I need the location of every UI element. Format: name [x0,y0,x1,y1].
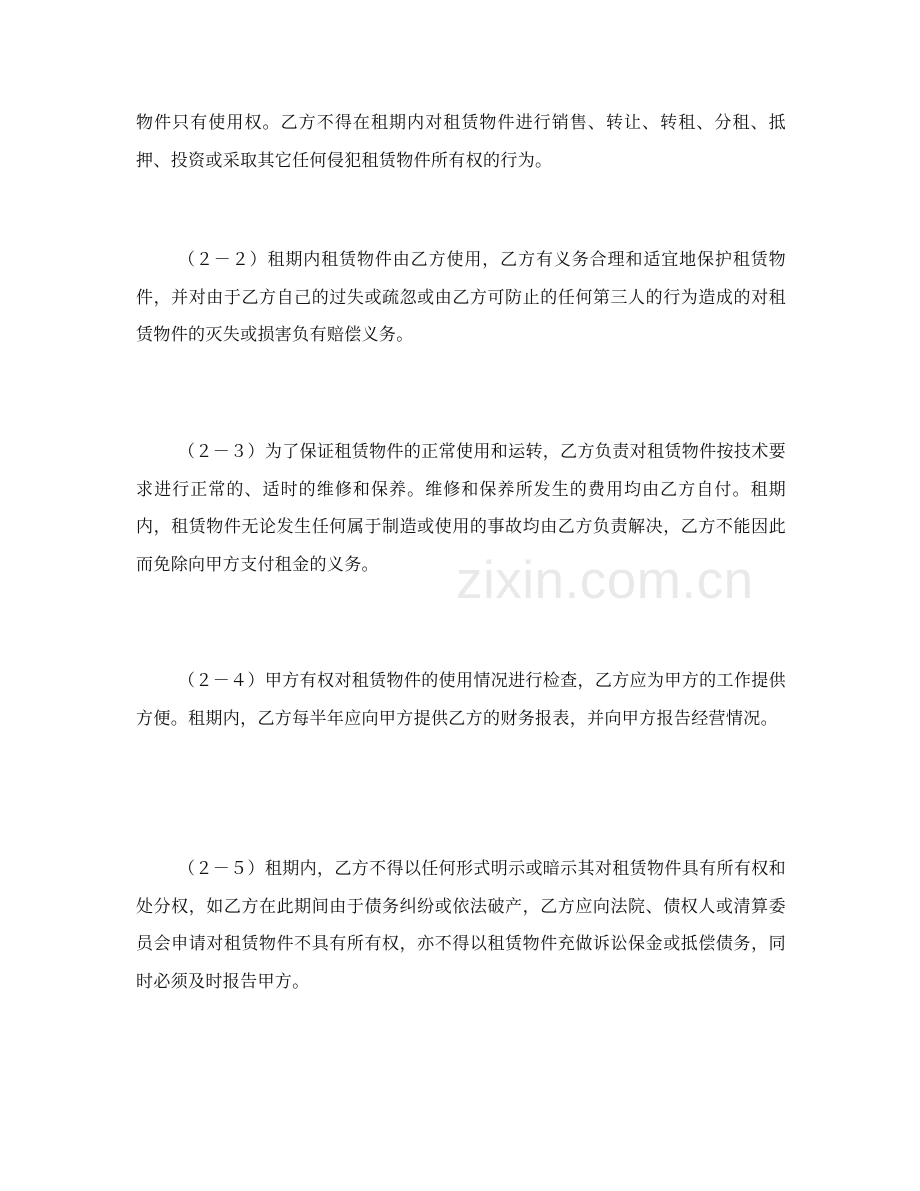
paragraph-clause-2-2: （２－２）租期内租赁物件由乙方使用，乙方有义务合理和适宜地保护租赁物件，并对由于乙方自己的过失或疏忽或由乙方可防止的任何第三人的行为造成的对租赁物件的灭失或损害负有赔偿义务。 [136,250,786,345]
paragraph-clause-2-5: （２－５）租期内，乙方不得以任何形式明示或暗示其对租赁物件具有所有权和处分权，如乙方在此期间由于债务纠纷或依法破产，乙方应向法院、债权人或清算委员会申请对租赁物件不具有所有权，亦不得以租赁物件充做诉讼保金或抵偿债务，同时必须及时报告甲方。 [136,859,786,992]
watermark-text: zixin.com.cn [456,551,754,610]
paragraph-clause-2-4: （２－４）甲方有权对租赁物件的使用情况进行检查，乙方应为甲方的工作提供方便。租期内，乙方每半年应向甲方提供乙方的财务报表，并向甲方报告经营情况。 [136,671,786,729]
paragraph-clause-2-3: （２－３）为了保证租赁物件的正常使用和运转，乙方负责对租赁物件按技术要求进行正常的、适时的维修和保养。维修和保养所发生的费用均由乙方自付。租期内，租赁物件无论发生任何属于制造或使用的事故均由乙方负责解决，乙方不能因此而免除向甲方支付租金的义务。 [136,442,786,575]
paragraph-continuation: 物件只有使用权。乙方不得在租期内对租赁物件进行销售、转让、转租、分租、抵押、投资或采取其它任何侵犯租赁物件所有权的行为。 [136,113,786,171]
